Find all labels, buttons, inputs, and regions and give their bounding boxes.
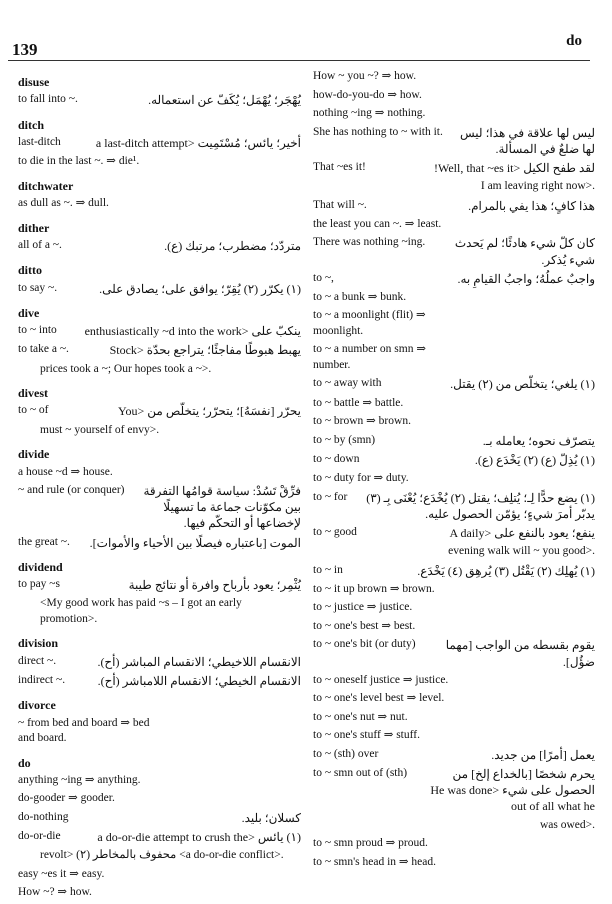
dictionary-entry (18, 154, 301, 170)
entry-english: to say ~. (18, 281, 58, 294)
dictionary-entry (18, 885, 301, 901)
right-column (313, 66, 595, 873)
headword: dive (18, 305, 40, 320)
entry-english: do-nothing (18, 810, 69, 823)
entry-english: to ~ smn out of (sth) (313, 767, 408, 780)
entry-english: the least you can ~. ⇒ least. (313, 217, 442, 230)
dictionary-entry (313, 471, 595, 487)
dictionary-entry (313, 433, 595, 449)
entry-english: to fall into ~. (18, 93, 78, 106)
entry-english: to ~ in (313, 563, 343, 576)
dictionary-entry (313, 747, 595, 763)
entry-arabic: ينفع؛ يعود بالنفع على <A daily (449, 525, 595, 540)
entry-english: to take a ~. (18, 343, 69, 356)
dictionary-entry (18, 867, 301, 883)
dictionary-entry (18, 196, 301, 212)
entry-english: There was nothing ~ing. (313, 236, 426, 249)
entry-english: to ~ by (smn) (313, 433, 376, 446)
dictionary-entry (313, 414, 595, 430)
headword: divorce (18, 698, 56, 713)
entry-english: to ~ justice ⇒ justice. (313, 601, 413, 614)
dictionary-entry (313, 198, 595, 214)
entry-arabic: يحرّر [نفسَهُ]؛ يتحرّر؛ يتخلّص من <You (118, 404, 301, 419)
headword: ditchwater (18, 178, 74, 193)
entry-arabic: (١) يُهلِك (٢) يَقْتُل (٣) يُرهِق (٤) يَخْدَع. (417, 563, 595, 578)
dictionary-entry (18, 716, 301, 747)
dictionary-entry (18, 829, 301, 845)
dictionary-entry (313, 855, 595, 871)
entry-arabic: (١) يكرّر (٢) يُقِرّ؛ يوافق على؛ يصادق على. (99, 281, 301, 296)
entry-english: last-ditch (18, 135, 61, 148)
entry-english: How ~ you ~? ⇒ how. (313, 70, 417, 82)
entry-continuation: <My good work has paid ~s – I got an early promotion>. (40, 597, 242, 625)
entry-english: to ~ one's nut ⇒ nut. (313, 710, 408, 723)
dictionary-entry (18, 238, 301, 254)
entry-english: ~ and rule (or conquer) (18, 484, 125, 497)
dictionary-entry (18, 791, 301, 807)
entry-english: to ~ one's bit (or duty) (313, 638, 416, 651)
entry-arabic: أخير؛ يائس؛ مُسْتَمِيت <a last-ditch attempt (95, 135, 301, 150)
dictionary-entry (313, 525, 595, 541)
entry-arabic: هذا كافٍ؛ هذا يفي بالمرام. (468, 198, 595, 213)
headword: ditch (18, 117, 45, 132)
entry-arabic: متردّد؛ مضطرب؛ مرتبك (ع). (164, 238, 301, 253)
headword: divest (18, 386, 48, 401)
dictionary-entry (18, 577, 301, 593)
entry-continuation: revolt> (٢) محفوف بالمخاطر <a do-or-die conflict>. (40, 849, 284, 862)
dictionary-entry (18, 810, 301, 826)
dictionary-entry (313, 217, 595, 233)
entry-continuation: was owed>. (539, 818, 595, 831)
entry-arabic: ليس لها علاقة في هذا؛ ليس لها ضلعٌ في المسألة. (460, 125, 595, 156)
entry-arabic: يتصرّف نحوه؛ يعامله بـ. (482, 433, 595, 448)
entry-arabic: يعمل [أمرًا] من جديد. (491, 747, 595, 762)
dictionary-entry (313, 728, 595, 744)
dictionary-entry (313, 836, 595, 852)
entry-english: to ~ good (313, 525, 357, 538)
entry-arabic: فرِّقْ تَسُدْ: سياسة قوامُها التفرقة بين مكوّنات جماعة ما تسهيلًا لإخضاعها أو التحكّم فيها. (143, 484, 301, 531)
running-head: do (566, 33, 582, 49)
dictionary-entry (18, 92, 301, 108)
entry-english: to ~, (313, 271, 334, 284)
dictionary-entry (313, 452, 595, 468)
entry-continuation: evening walk will ~ you good>. (448, 545, 595, 558)
entry-arabic: لقد طفح الكيل <Well, that ~es it! (433, 160, 595, 175)
dictionary-entry (18, 281, 301, 297)
entry-english: She has nothing to ~ with it. (313, 125, 443, 138)
entry-arabic: يُثْمِر؛ يعود بأرباح وافرة أو نتائج طيبة (128, 578, 301, 593)
dictionary-entry (313, 600, 595, 616)
entry-arabic: ينكبّ على <enthusiastically ~d into the work (84, 324, 301, 339)
entry-english: to die in the last ~. ⇒ die¹. (18, 155, 140, 168)
headword: do (18, 755, 31, 770)
entry-arabic: الانقسام اللاخيطي؛ الانقسام المباشر (أح). (97, 654, 301, 669)
entry-arabic: كسلان؛ بليد. (241, 810, 301, 825)
headword: disuse (18, 75, 50, 89)
entry-english: to ~ one's stuff ⇒ stuff. (313, 729, 420, 742)
dictionary-entry (313, 125, 595, 157)
entry-arabic: يُهْجَر؛ يُهْمَل؛ يُكَفّ عن استعماله. (148, 93, 301, 108)
dictionary-entry (18, 773, 301, 789)
entry-english: That will ~. (313, 198, 367, 211)
entry-english: to ~ battle ⇒ battle. (313, 396, 404, 409)
dictionary-entry (313, 69, 595, 85)
entry-english: nothing ~ing ⇒ nothing. (313, 107, 426, 120)
entry-english: easy ~es it ⇒ easy. (18, 867, 105, 880)
page-number: 139 (12, 40, 38, 59)
entry-arabic: الانقسام الخيطي؛ الانقسام اللامباشر (أح). (97, 673, 301, 688)
entry-english: to ~ one's best ⇒ best. (313, 619, 416, 632)
entry-english: indirect ~. (18, 673, 66, 686)
entry-arabic: يحرم شخصًا [بالخداع إلخ] من الحصول على شيء <He was done out of all what he (430, 767, 595, 814)
entry-arabic: (١) يضع حدًّا لِـ؛ يُتلِف؛ يقتل (٢) يُخْدَع؛ يُعْنَى بِـ (٣) يدبّر أمرَ شيءٍ؛ يؤمّن الحصول عليه. (366, 490, 595, 521)
dictionary-entry (18, 403, 301, 419)
dictionary-entry (18, 673, 301, 689)
entry-arabic: (١) يائس <a do-or-die attempt to crush the (97, 830, 301, 845)
dictionary-entry (313, 766, 595, 815)
entry-continuation: I am leaving right now>. (480, 180, 595, 193)
dictionary-entry (18, 483, 301, 532)
dictionary-entry (18, 323, 301, 339)
headword: ditto (18, 263, 42, 278)
dictionary-entry (313, 710, 595, 726)
entry-english: to ~ smn's head in ⇒ head. (313, 855, 437, 868)
entry-english: to ~ away with (313, 377, 382, 390)
dictionary-entry (313, 160, 595, 176)
entry-english: the great ~. (18, 535, 70, 548)
dictionary-entry (18, 342, 301, 358)
dictionary-entry (313, 376, 595, 392)
dictionary-entry (18, 654, 301, 670)
entry-arabic: (١) يُذِلّ (ع) (٢) يَخْدَع (ع). (474, 452, 595, 467)
dictionary-entry (313, 271, 595, 287)
dictionary-entry (313, 88, 595, 104)
dictionary-entry (313, 490, 595, 522)
entry-arabic: الموت [باعتباره فيصلًا بين الأحياء والأموات]. (89, 535, 301, 550)
entry-arabic: كان كلّ شيء هادئًا؛ لم يَحدث شيء يُذكر. (454, 236, 595, 267)
dictionary-entry (313, 396, 595, 412)
dictionary-entry (313, 342, 595, 373)
header-rule (8, 60, 590, 61)
entry-english: all of a ~. (18, 238, 62, 251)
entry-english: a house ~d ⇒ house. (18, 465, 113, 478)
dictionary-entry (313, 308, 595, 339)
entry-english: to ~ smn proud ⇒ proud. (313, 837, 428, 850)
entry-english: to ~ brown ⇒ brown. (313, 415, 411, 428)
dictionary-entry (313, 582, 595, 598)
entry-english: to ~ into (18, 324, 57, 337)
entry-english: as dull as ~. ⇒ dull. (18, 197, 109, 210)
dictionary-entry (313, 290, 595, 306)
dictionary-entry (18, 135, 301, 151)
entry-arabic: (١) يلغي؛ يتخلّص من (٢) يقتل. (450, 377, 595, 392)
entry-english: to ~ of (18, 404, 49, 417)
dictionary-entry (313, 235, 595, 267)
entry-english: to ~ a number on smn ⇒ number. (313, 343, 426, 371)
dictionary-entry (313, 619, 595, 635)
entry-arabic: واجبٌ عملُهُ؛ واجبُ القيامِ به. (457, 271, 595, 286)
entry-english: ~ from bed and board ⇒ bed and board. (18, 716, 150, 745)
entry-english: do-or-die (18, 830, 61, 843)
entry-english: how-do-you-do ⇒ how. (313, 88, 422, 101)
entry-continuation: must ~ yourself of envy>. (40, 423, 160, 436)
entry-english: to ~ (sth) over (313, 747, 379, 760)
headword: divide (18, 447, 50, 462)
entry-english: to ~ a moonlight (flit) ⇒ moonlight. (313, 309, 426, 337)
entry-english: anything ~ing ⇒ anything. (18, 773, 141, 786)
left-column (18, 66, 301, 904)
dictionary-entry (313, 673, 595, 689)
entry-arabic: يهبط هبوطًا مفاجئًا؛ يتراجع بحدّة <Stock (109, 343, 301, 358)
dictionary-entry (313, 691, 595, 707)
headword: dither (18, 220, 50, 235)
entry-english: to ~ a bunk ⇒ bunk. (313, 290, 407, 303)
entry-english: to ~ down (313, 452, 360, 465)
entry-english: to ~ it up brown ⇒ brown. (313, 582, 435, 595)
entry-english: How ~? ⇒ how. (18, 886, 92, 899)
entry-english: to ~ oneself justice ⇒ justice. (313, 673, 449, 686)
entry-english: do-gooder ⇒ gooder. (18, 792, 115, 805)
entry-english: direct ~. (18, 654, 57, 667)
entry-english: That ~es it! (313, 160, 366, 173)
entry-english: to ~ one's level best ⇒ level. (313, 692, 445, 705)
entry-english: to ~ duty for ⇒ duty. (313, 472, 409, 485)
entry-continuation: prices took a ~; Our hopes took a ~>. (40, 362, 212, 375)
entry-english: to pay ~s (18, 578, 60, 591)
dictionary-entry (18, 465, 301, 481)
dictionary-entry (18, 535, 301, 551)
dictionary-entry (313, 637, 595, 669)
headword: division (18, 636, 59, 651)
headword: dividend (18, 559, 63, 574)
dictionary-entry (313, 106, 595, 122)
dictionary-entry (313, 563, 595, 579)
entry-arabic: يقوم بقسطه من الواجب [مهما ضؤُل]. (445, 638, 595, 669)
entry-english: to ~ for (313, 490, 348, 503)
